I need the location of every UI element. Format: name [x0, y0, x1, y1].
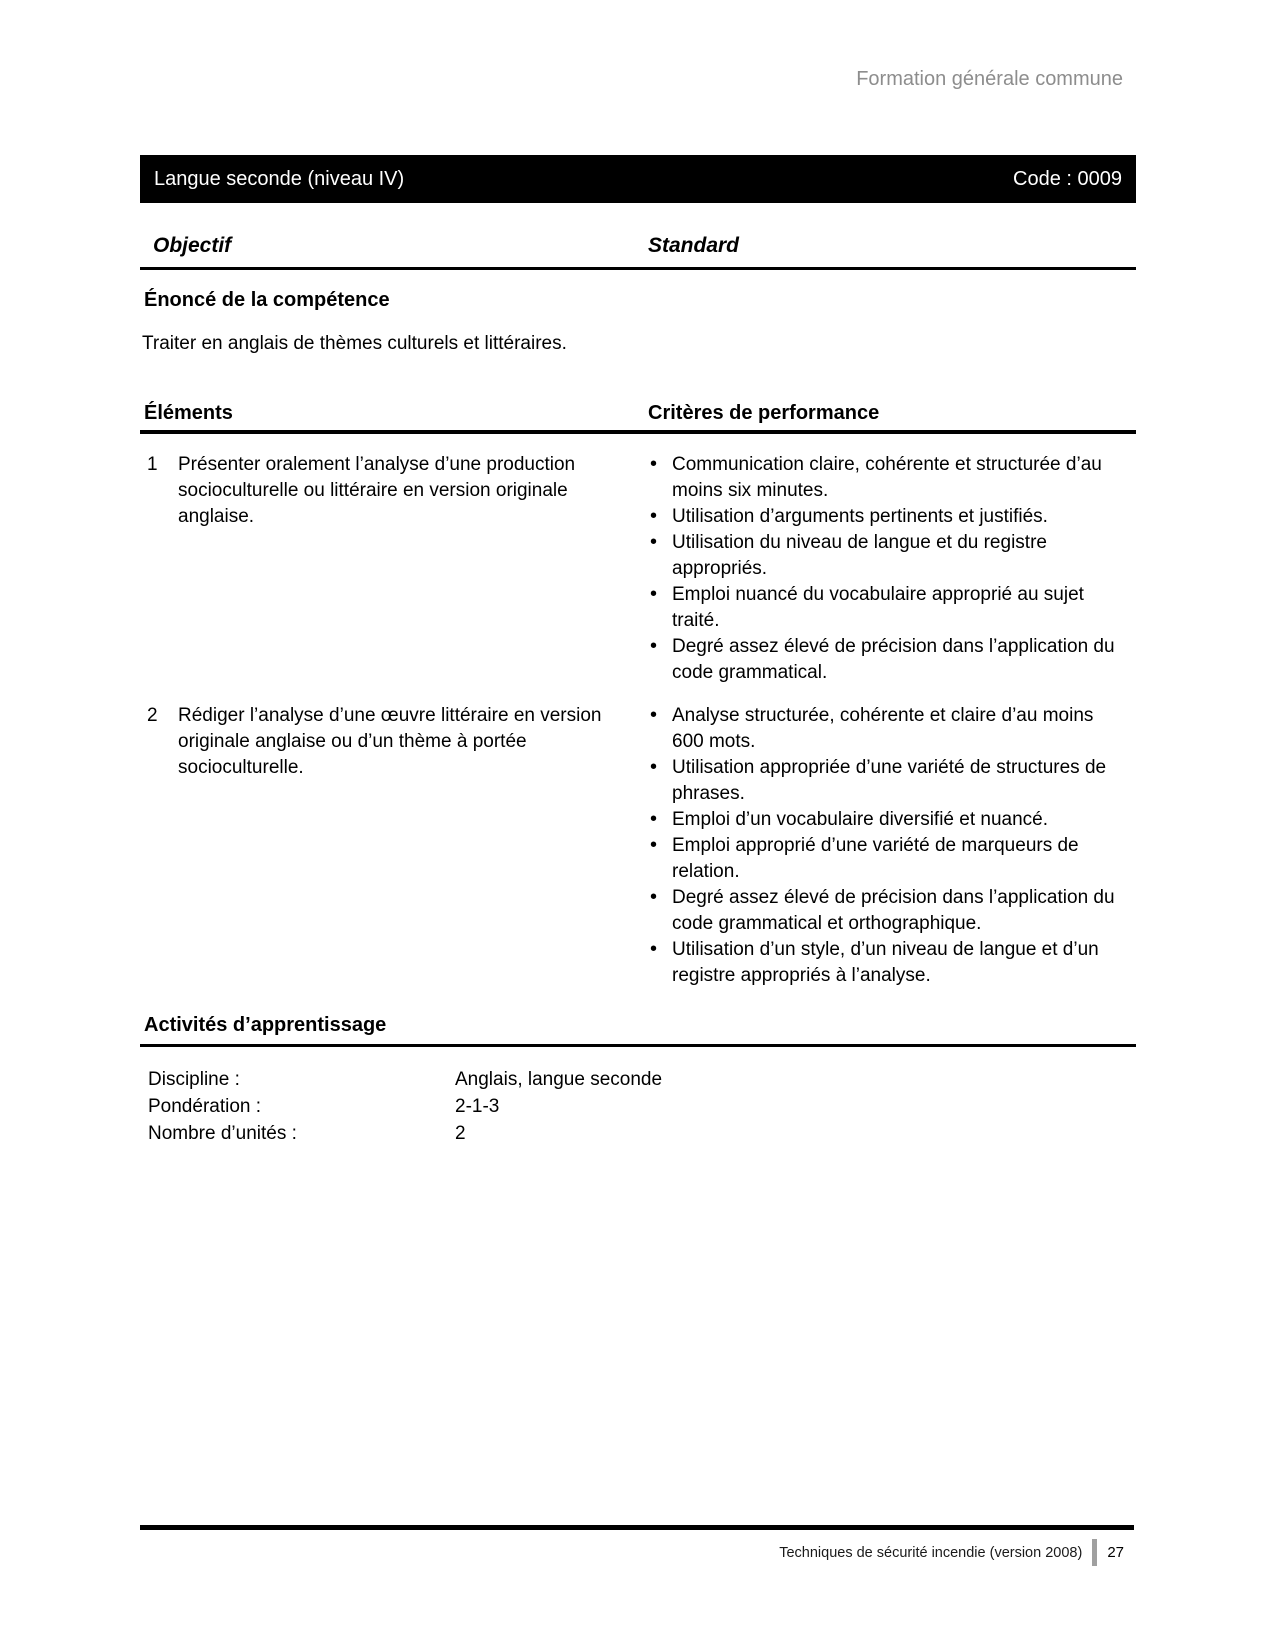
- bullet-icon: •: [650, 834, 658, 856]
- bullet-icon: •: [650, 886, 658, 908]
- criteria-item: [648, 833, 1126, 885]
- criteria-text: Degré assez élevé de précision dans l’application du code grammatical.: [672, 636, 1115, 683]
- elements-column-header: Éléments: [144, 402, 233, 424]
- criteria-text: Analyse structurée, cohérente et claire d’au moins 600 mots.: [672, 705, 1094, 752]
- course-code: Code : 0009: [1013, 168, 1122, 190]
- element-cell: [140, 703, 648, 989]
- bullet-icon: •: [650, 938, 658, 960]
- course-title-bar: [140, 155, 1136, 203]
- criteria-column-header: Critères de performance: [648, 402, 880, 424]
- activity-row: [140, 1066, 1136, 1093]
- criteria-text: Utilisation d’arguments pertinents et justifiés.: [672, 506, 1048, 527]
- footer-divider: [1092, 1539, 1097, 1566]
- criteria-item: [648, 937, 1126, 989]
- elements-criteria-table: [140, 452, 1136, 989]
- criteria-item: [648, 703, 1126, 755]
- bullet-icon: •: [650, 505, 658, 527]
- element-number: 2: [147, 705, 158, 726]
- element-number: 1: [147, 454, 158, 475]
- activity-row: [140, 1120, 1136, 1147]
- page-number: 27: [1107, 1543, 1124, 1561]
- activities-table: [140, 1066, 1136, 1147]
- page-footer: [140, 1525, 1134, 1566]
- criteria-list: [648, 703, 1126, 989]
- activity-label: Discipline :: [148, 1069, 240, 1090]
- activity-row: [140, 1093, 1136, 1120]
- criteria-text: Emploi nuancé du vocabulaire approprié au sujet traité.: [672, 584, 1084, 631]
- criteria-text: Utilisation d’un style, d’un niveau de langue et d’un registre appropriés à l’analyse.: [672, 939, 1099, 986]
- objective-standard-header: [140, 233, 1136, 270]
- activities-heading: Activités d’apprentissage: [140, 1012, 1136, 1047]
- criteria-item: [648, 885, 1126, 937]
- criteria-item: [648, 452, 1126, 504]
- criteria-item: [648, 634, 1126, 686]
- bullet-icon: •: [650, 583, 658, 605]
- bullet-icon: •: [650, 808, 658, 830]
- criteria-text: Utilisation appropriée d’une variété de structures de phrases.: [672, 757, 1107, 804]
- criteria-list: [648, 452, 1126, 686]
- activity-value: 2-1-3: [455, 1096, 500, 1117]
- element-text: Présenter oralement l’analyse d’une production socioculturelle ou littéraire en version originale anglaise.: [178, 454, 576, 527]
- criteria-item: [648, 755, 1126, 807]
- criteria-text: Degré assez élevé de précision dans l’application du code grammatical et orthographique.: [672, 887, 1115, 934]
- competence-statement: Traiter en anglais de thèmes culturels et littéraires.: [142, 333, 567, 354]
- objective-heading: Objectif: [153, 234, 232, 257]
- activity-value: Anglais, langue seconde: [455, 1069, 663, 1090]
- running-header: Formation générale commune: [856, 68, 1123, 90]
- criteria-item: [648, 807, 1126, 833]
- activity-label: Pondération :: [148, 1096, 262, 1117]
- element-cell: [140, 452, 648, 686]
- criteria-text: Emploi approprié d’une variété de marqueurs de relation.: [672, 835, 1079, 882]
- activity-value: 2: [455, 1123, 466, 1144]
- criteria-text: Utilisation du niveau de langue et du registre appropriés.: [672, 532, 1047, 579]
- criteria-item: [648, 582, 1126, 634]
- criteria-item: [648, 530, 1126, 582]
- table-header-row: [140, 400, 1136, 434]
- competence-heading: Énoncé de la compétence: [144, 289, 390, 311]
- standard-heading: Standard: [648, 234, 740, 257]
- bullet-icon: •: [650, 756, 658, 778]
- footer-text: Techniques de sécurité incendie (version 2008): [779, 1544, 1083, 1561]
- bullet-icon: •: [650, 453, 658, 475]
- bullet-icon: •: [650, 635, 658, 657]
- table-row: [140, 703, 1136, 989]
- bullet-icon: •: [650, 704, 658, 726]
- course-title: Langue seconde (niveau IV): [154, 168, 405, 190]
- table-row: [140, 452, 1136, 686]
- activity-label: Nombre d’unités :: [148, 1123, 297, 1144]
- criteria-item: [648, 504, 1126, 530]
- element-text: Rédiger l’analyse d’une œuvre littéraire en version originale anglaise ou d’un thème à portée socioculturelle.: [178, 705, 602, 778]
- criteria-text: Communication claire, cohérente et structurée d’au moins six minutes.: [672, 454, 1102, 501]
- bullet-icon: •: [650, 531, 658, 553]
- criteria-text: Emploi d’un vocabulaire diversifié et nuancé.: [672, 809, 1048, 830]
